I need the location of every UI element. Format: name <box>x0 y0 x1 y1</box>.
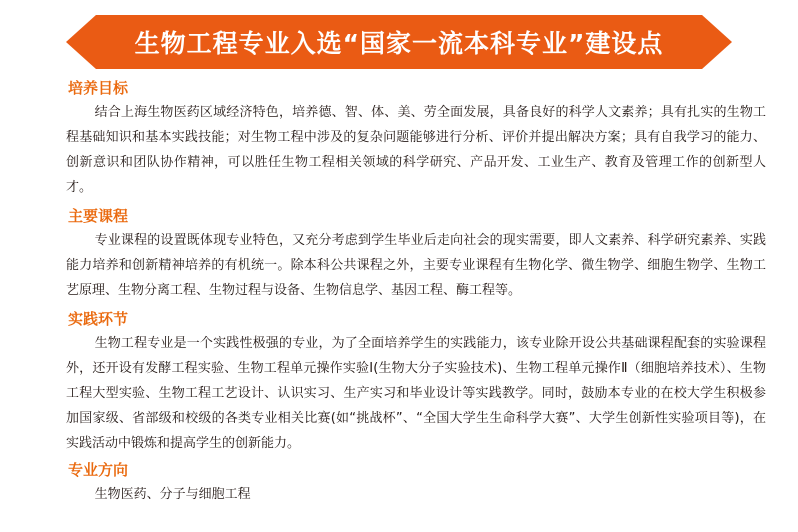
section-body-training-goals: 结合上海生物医药区域经济特色，培养德、智、体、美、劳全面发展，具备良好的科学人文素养；具有扎实的生物工程基础知识和基本实践技能；对生物工程中涉及的复杂问题能够进行分析、评价并提出解决方案；具有自我学习的能力、创新意识和团队协作精神，可以胜任生物工程相关领域的科学研究、产品开发、工业生产、教育及管理工作的创新型人才。 <box>66 105 766 195</box>
section-heading-main-courses: 主要课程 <box>68 207 129 225</box>
section-body-main-courses: 专业课程的设置既体现专业特色，又充分考虑到学生毕业后走向社会的现实需要，即人文素养、科学研究素养、实践能力培养和创新精神培养的有机统一。除本科公共课程之外，主要专业课程有生物化学、微生物学、细胞生物学、生物工艺原理、生物分离工程、生物过程与设备、生物信息学、基因工程、酶工程等。 <box>66 233 766 298</box>
section-heading-direction: 专业方向 <box>68 461 129 479</box>
main-content <box>66 76 766 508</box>
page-title: 生物工程专业入选“国家一流本科专业”建设点 <box>134 29 664 58</box>
title-banner <box>66 15 732 69</box>
section-body-practice: 生物工程专业是一个实践性极强的专业，为了全面培养学生的实践能力，该专业除开设公共基础课程配套的实验课程外，还开设有发酵工程实验、生物工程单元操作实验Ⅰ(生物大分子实验技术)、生物工程单元操作Ⅱ（细胞培养技术）、生物工程大型实验、生物工程工艺设计、认识实习、生产实习和毕业设计等实践教学。同时，鼓励本专业的在校大学生积极参加国家级、省部级和校级的各类专业相关比赛(如“挑战杯”、“全国大学生生命科学大赛”、大学生创新性实验项目等)，在实践活动中锻炼和提高学生的创新能力。 <box>66 336 766 451</box>
section-heading-training-goals: 培养目标 <box>68 79 129 97</box>
section-heading-practice: 实践环节 <box>68 310 129 328</box>
section-body-direction: 生物医药、分子与细胞工程 <box>94 487 251 502</box>
